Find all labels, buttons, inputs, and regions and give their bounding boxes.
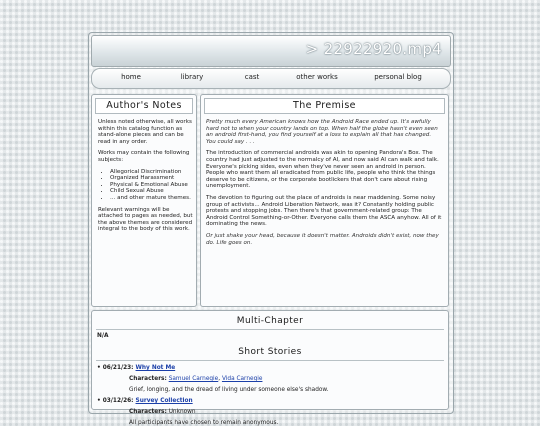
story-link-why-not-me[interactable]: Why Not Me <box>135 365 176 371</box>
divider <box>96 329 444 330</box>
character-link-vida-carnegie[interactable]: Vida Carnegie <box>221 376 263 382</box>
site-header <box>91 35 451 67</box>
subjects-lead: Works may contain the following subjects: <box>98 150 190 163</box>
multi-chapter-heading: Multi-Chapter <box>236 316 304 326</box>
nav-cast[interactable]: cast <box>244 73 260 81</box>
premise-paragraph-2: The introduction of commercial androids was akin to opening Pandora's Box. The country had just adjusted to the normalcy of AI, and now said AI can walk and talk. Everyone's picking sides, even when they've never seen an android in person. People who want them all eradicated from public life, people who think the things deserve to be citizens, or the corporate bootlickers that don't care about rising unemployment. <box>206 150 439 190</box>
story-summary: All participants have chosen to remain anonymous. <box>129 420 279 426</box>
story-characters <box>129 409 196 415</box>
multi-chapter-value: N/A <box>97 333 109 339</box>
story-date: 06/21/23: <box>102 365 134 371</box>
list-item: • ... and other mature themes. <box>110 195 196 202</box>
characters-unknown: Unknown <box>168 409 196 415</box>
characters-label: Characters: <box>129 376 167 382</box>
short-stories-heading: Short Stories <box>238 347 302 357</box>
authors-notes-heading: Author's Notes <box>95 98 193 114</box>
premise-paragraph-4: Or just shake your head, because it doesn't matter. Androids didn't exist, now they do. Life goes on. <box>206 232 439 246</box>
story-entry-1: • 06/21/23: Why Not Me <box>97 365 176 371</box>
story-entry-2: • 03/12/26: Survey Collection <box>97 398 193 404</box>
characters-label: Characters: <box>129 409 167 415</box>
story-link-survey-collection[interactable]: Survey Collection <box>135 398 193 404</box>
premise-heading: The Premise <box>204 98 445 114</box>
nav-bar <box>91 68 451 89</box>
nav-personal-blog[interactable]: personal blog <box>374 73 422 81</box>
authors-notes-closing: Relevant warnings will be attached to pages as needed, but the above themes are considered integral to the body of this work. <box>98 206 193 233</box>
catalog-panel <box>91 310 449 426</box>
nav-home[interactable]: home <box>121 73 141 81</box>
list-item: • Physical & Emotional Abuse <box>110 182 196 189</box>
character-link-samuel-carnegie[interactable]: Samuel Carnegie <box>168 376 219 382</box>
list-item: • Allegorical Discrimination <box>110 169 196 176</box>
premise-paragraph-1: Pretty much every American knows how the Android Race ended up. It's awfully hard not to when your country lands on top. When half the globe hasn't even seen an android first-hand, you find yourself at a loss to explain all that has changed. You could say . . . <box>206 119 438 145</box>
divider <box>96 360 444 361</box>
list-item: • Organized Harassment <box>110 175 196 182</box>
premise-panel <box>200 94 449 307</box>
authors-notes-intro: Unless noted otherwise, all works within this catalog function as stand-alone pieces and can be read in any order. <box>98 119 192 145</box>
list-item: • Child Sexual Abuse <box>110 188 196 195</box>
story-date: 03/12/26: <box>102 398 134 404</box>
subjects-list <box>98 169 196 202</box>
nav-library[interactable]: library <box>180 73 204 81</box>
authors-notes-panel <box>91 94 197 307</box>
site-title: > 22922920.mp4 <box>305 40 442 58</box>
premise-paragraph-3: The devotion to figuring out the place of androids is near maddening. Some noisy group of activists... Android Liberation Network, was it? Constantly holding public protests and stopping jobs. Then there's that government-related group: The Android Control Something-or-Other. Everyone calls them the ASCA anyhow. All of it dominating the news. <box>206 194 442 228</box>
story-summary: Grief, longing, and the dread of living under someone else's shadow. <box>129 387 329 393</box>
nav-other-works[interactable]: other works <box>296 73 338 81</box>
story-characters: Characters: Samuel Carnegie, Vida Carnegie <box>129 376 263 382</box>
